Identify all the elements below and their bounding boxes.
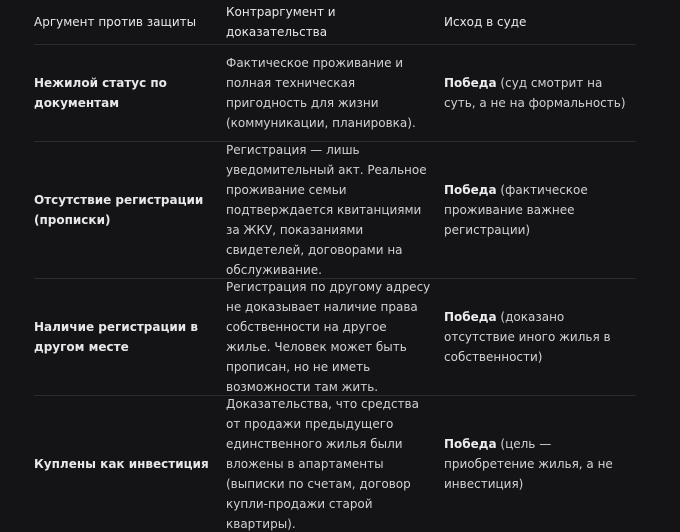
header-argument: Аргумент против защиты (34, 15, 197, 29)
legal-arguments-table (34, 0, 636, 532)
table-row (34, 396, 636, 532)
outcome-cell: Победа (суд смотрит на суть, а не на формальность) (444, 76, 626, 110)
outcome-cell: Победа (фактическое проживание важнее регистрации) (444, 183, 588, 237)
argument-cell: Отсутствие регистрации (прописки) (34, 193, 204, 227)
table-row (34, 142, 636, 279)
header-counterargument: Контраргумент и доказательства (226, 5, 336, 39)
counterargument-cell: Фактическое проживание и полная техническая пригодность для жизни (коммуникации, планировка). (226, 56, 416, 130)
table-row (34, 279, 636, 396)
table-header-row (34, 0, 636, 45)
counterargument-cell: Доказательства, что средства от продажи предыдущего единственного жилья были вложены в апартаменты (выписки по счетам, договор купли-продажи старой квартиры). (226, 397, 419, 531)
argument-cell: Нежилой статус по документам (34, 76, 167, 110)
outcome-cell: Победа (доказано отсутствие иного жилья в собственности) (444, 310, 611, 364)
header-outcome: Исход в суде (444, 15, 527, 29)
counterargument-cell: Регистрация — лишь уведомительный акт. Реальное проживание семьи подтверждается квитанциями за ЖКУ, показаниями свидетелей, договорами на обслуживание. (226, 143, 427, 277)
argument-cell: Наличие регистрации в другом месте (34, 320, 198, 354)
outcome-cell: Победа (цель — приобретение жилья, а не инвестиция) (444, 437, 613, 491)
table-row (34, 45, 636, 142)
argument-cell: Куплены как инвестиция (34, 457, 209, 471)
counterargument-cell: Регистрация по другому адресу не доказывает наличие права собственности на другое жилье. Человек может быть прописан, но не иметь возможности там жить. (226, 280, 431, 394)
